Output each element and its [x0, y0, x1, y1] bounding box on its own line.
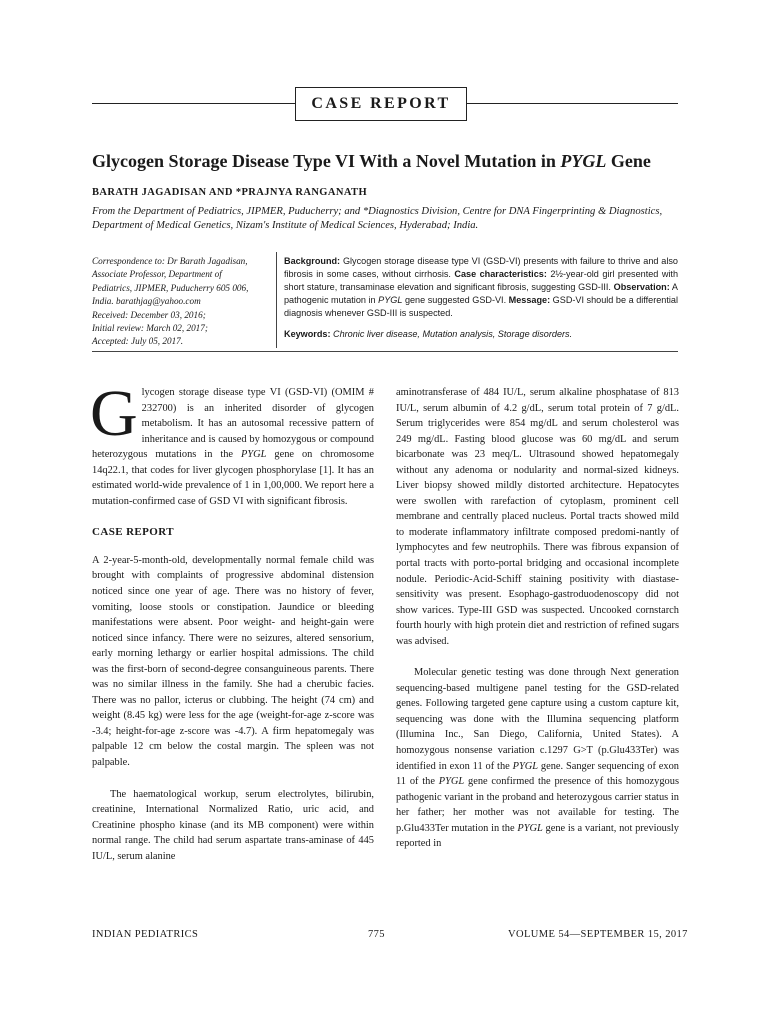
abstract-bottom-rule — [92, 351, 678, 352]
body-column-right — [396, 385, 679, 852]
body-paragraph: Molecular genetic testing was done through Next generation sequencing-based multigene panel testing for the GSD-related genes. Following targeted gene capture using a custom capture kit, sequencing was done with the Illumina sequencing platform (Illumina Inc., San Diego, California, United States). A homozygous nonsense variation c.1297 G>T (p.Glu433Ter) was identified in exon 11 of the PYGL gene. Sanger sequencing of exon 11 of the PYGL gene confirmed the presence of this homozygous pathogenic variant in the proband and heterozygous carrier status in her father; her mother was not available for testing. The p.Glu433Ter mutation in the PYGL gene is a variant, not previously reported in — [396, 667, 679, 850]
header-rule-left — [92, 103, 296, 104]
correspondence-line: Pediatrics, JIPMER, Puducherry 605 006, — [92, 282, 249, 293]
body-paragraph: A 2-year-5-month-old, developmentally normal female child was brought with complaints of progressive abdominal distension noticed since one year of age. There was no history of fever, vomiting, loose stools or constipation. Jaundice or bleeding manifestations were absent. Poor weight- and height-gain were noticed since infancy. There were no seizures, altered sensorium, early morning lethargy or earlier hospital admissions. The child was the first-born of second-degree consanguineous parents. There was no similar illness in the family. She had a cherubic facies. There was no pallor, icterus or clubbing. The height (74 cm) and weight (8.45 kg) were less for the age (weight-for-age z-score was -3.4; height-for-age z-score was -4.7). A firm hepatomegaly was palpable 12 cm below the costal margin. The spleen was not palpable. — [92, 554, 374, 769]
received-date: Received: December 03, 2016; — [92, 309, 206, 320]
intro-paragraph: Glycogen storage disease type VI (GSD-VI) (OMIM # 232700) is an inherited disorder of glycogen metabolism. It has an autosomal recessive pattern of inheritance and is caused by homozygous or compound heterozygous mutations in the PYGL gene on chromosome 14q22.1, that codes for liver glycogen phosphorylase [1]. It has an estimated world-wide prevalence of 1 in 1,00,000. We report here a mutation-confirmed case of GSD VI with significant fibrosis. — [90, 377, 374, 507]
column-divider — [276, 252, 277, 348]
correspondence-line: Associate Professor, Department of — [92, 269, 222, 280]
affiliation: From the Department of Pediatrics, JIPMER, Puducherry; and *Diagnostics Division, Centre for DNA Fingerprinting & Diagnostics, Department of Medical Genetics, Nizam's Institute of Medical Sciences, Hyderabad; India. — [92, 206, 663, 231]
body-paragraph: The haematological workup, serum electrolytes, bilirubin, creatinine, International Normalized Ratio, uric acid, and Creatinine phospho kinase (and its MB component) were within normal range. The child had serum aspartate trans-aminase of 445 IU/L, serum alanine — [92, 788, 374, 862]
body-column-left — [90, 377, 374, 864]
correspondence-line: Correspondence to: Dr Barath Jagadisan, — [92, 256, 248, 266]
journal-name: INDIAN PEDIATRICS — [92, 929, 199, 940]
section-label: CASE REPORT — [295, 87, 467, 121]
accepted-date: Accepted: July 05, 2017. — [92, 336, 184, 347]
correspondence-email: India. barathjag@yahoo.com — [92, 296, 201, 307]
header-rule-right — [466, 103, 678, 104]
page-number: 775 — [368, 929, 385, 940]
correspondence-block — [92, 255, 272, 349]
section-heading-case-report: CASE REPORT — [92, 526, 174, 539]
abstract: Background: Glycogen storage disease type VI (GSD-VI) presents with failure to thrive and also fibrosis in some cases, without cirrhosis. Case characteristics: 2½-year-old girl presented with short stature, transaminase elevation and significant fibrosis, suggesting GSD-III. Observation: A pathogenic mutation in PYGL gene suggested GSD-VI. Message: GSD-VI should be a differential diagnosis whenever GSD-III is suspected. — [284, 256, 679, 318]
body-paragraph: aminotransferase of 484 IU/L, serum alkaline phosphatase of 813 IU/L, serum albumin of 4.2 g/dL, serum total protein of 7 g/dL. Serum triglycerides were 854 mg/dL and serum cholesterol was 249 mg/dL. Fasting blood glucose was 60 mg/dL and serum bicarbonate was 23 meq/L. Ultrasound showed hepatomegaly without any adenoma or nodularity and normal-sized kidneys. Liver biopsy showed mildly distorted architecture. Hepatocytes were swollen with rarefaction of cytoplasm, prominent cell membrane and centrally placed nucleus. Portal tracts showed mild to moderate inflammatory infiltrate composed predomi-nantly of lymphocytes and few neutrophils. There was fibrous expansion of portal tracts with porto-portal bridging and occasional incomplete nodule. Periodic-Acid-Schiff staining positivity with diastase-sensitivity was present. Esophago-gastroduodenoscopy did not show varices. Type-III GSD was suspected. Uncooked cornstarch fourth hourly with high protein diet and restriction of refined sugars was advised. — [396, 387, 679, 647]
initial-review-date: Initial review: March 02, 2017; — [92, 323, 208, 334]
volume-date: VOLUME 54—SEPTEMBER 15, 2017 — [508, 929, 688, 940]
article-title: Glycogen Storage Disease Type VI With a Novel Mutation in PYGL Gene — [92, 151, 651, 171]
keywords: Keywords: Chronic liver disease, Mutation analysis, Storage disorders. — [284, 329, 573, 339]
author-list: BARATH JAGADISAN AND *PRAJNYA RANGANATH — [92, 187, 368, 198]
drop-cap: G — [90, 377, 138, 450]
